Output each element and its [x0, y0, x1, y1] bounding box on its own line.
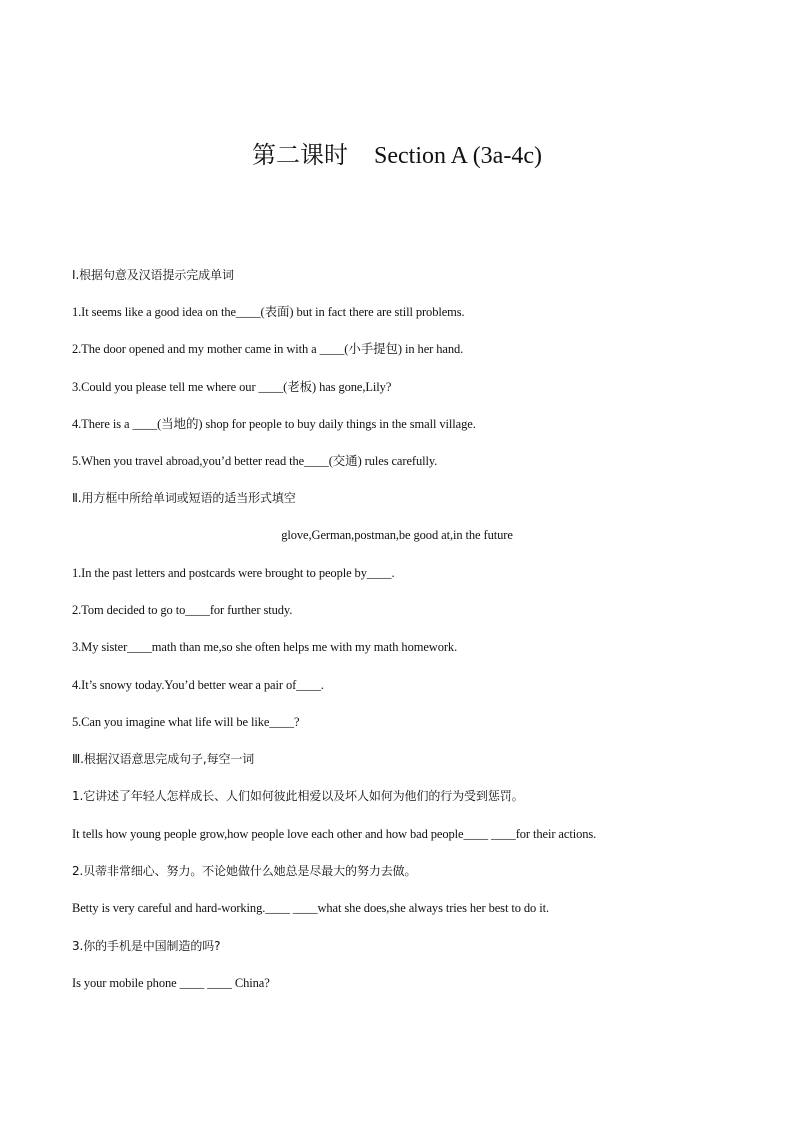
section-1-item-2: 2.The door opened and my mother came in with a ____(小手提包) in her hand. [72, 342, 464, 356]
section-2-item-4: 4.It’s snowy today.You’d better wear a pair of____. [72, 678, 324, 692]
title-english: Section A (3a-4c) [374, 143, 542, 169]
section-2-heading: Ⅱ.用方框中所给单词或短语的适当形式填空 [72, 491, 296, 505]
section-1-item-5: 5.When you travel abroad,you’d better read the____(交通) rules carefully. [72, 454, 438, 468]
section-3-item-1-chinese: 1.它讲述了年轻人怎样成长、人们如何彼此相爱以及坏人如何为他们的行为受到惩罚。 [72, 789, 524, 803]
section-3-item-2-chinese: 2.贝蒂非常细心、努力。不论她做什么她总是尽最大的努力去做。 [72, 864, 417, 878]
section-2-item-1: 1.In the past letters and postcards were brought to people by____. [72, 566, 395, 580]
section-3-heading: Ⅲ.根据汉语意思完成句子,每空一词 [72, 752, 255, 766]
section-2-item-3: 3.My sister____math than me,so she often helps me with my math homework. [72, 640, 458, 654]
section-3-item-3-english: Is your mobile phone ____ ____ China? [72, 976, 270, 990]
section-3-item-3-chinese: 3.你的手机是中国制造的吗? [72, 939, 221, 953]
section-1-item-4: 4.There is a ____(当地的) shop for people to buy daily things in the small village. [72, 417, 476, 431]
section-3-item-1-english: It tells how young people grow,how people love each other and how bad people____ ____for their actions. [72, 827, 597, 841]
title-chinese: 第二课时 [252, 143, 349, 169]
section-1-item-3: 3.Could you please tell me where our ____(老板) has gone,Lily? [72, 380, 392, 394]
section-1-item-1: 1.It seems like a good idea on the____(表面) but in fact there are still problems. [72, 305, 465, 319]
page-title [0, 140, 794, 172]
section-1-heading: Ⅰ.根据句意及汉语提示完成单词 [72, 268, 234, 282]
section-3-item-2-english: Betty is very careful and hard-working.____ ____what she does,she always tries her best to do it. [72, 901, 549, 915]
section-2-item-5: 5.Can you imagine what life will be like____? [72, 715, 300, 729]
word-box: glove,German,postman,be good at,in the future [281, 528, 513, 542]
section-2-item-2: 2.Tom decided to go to____for further study. [72, 603, 293, 617]
